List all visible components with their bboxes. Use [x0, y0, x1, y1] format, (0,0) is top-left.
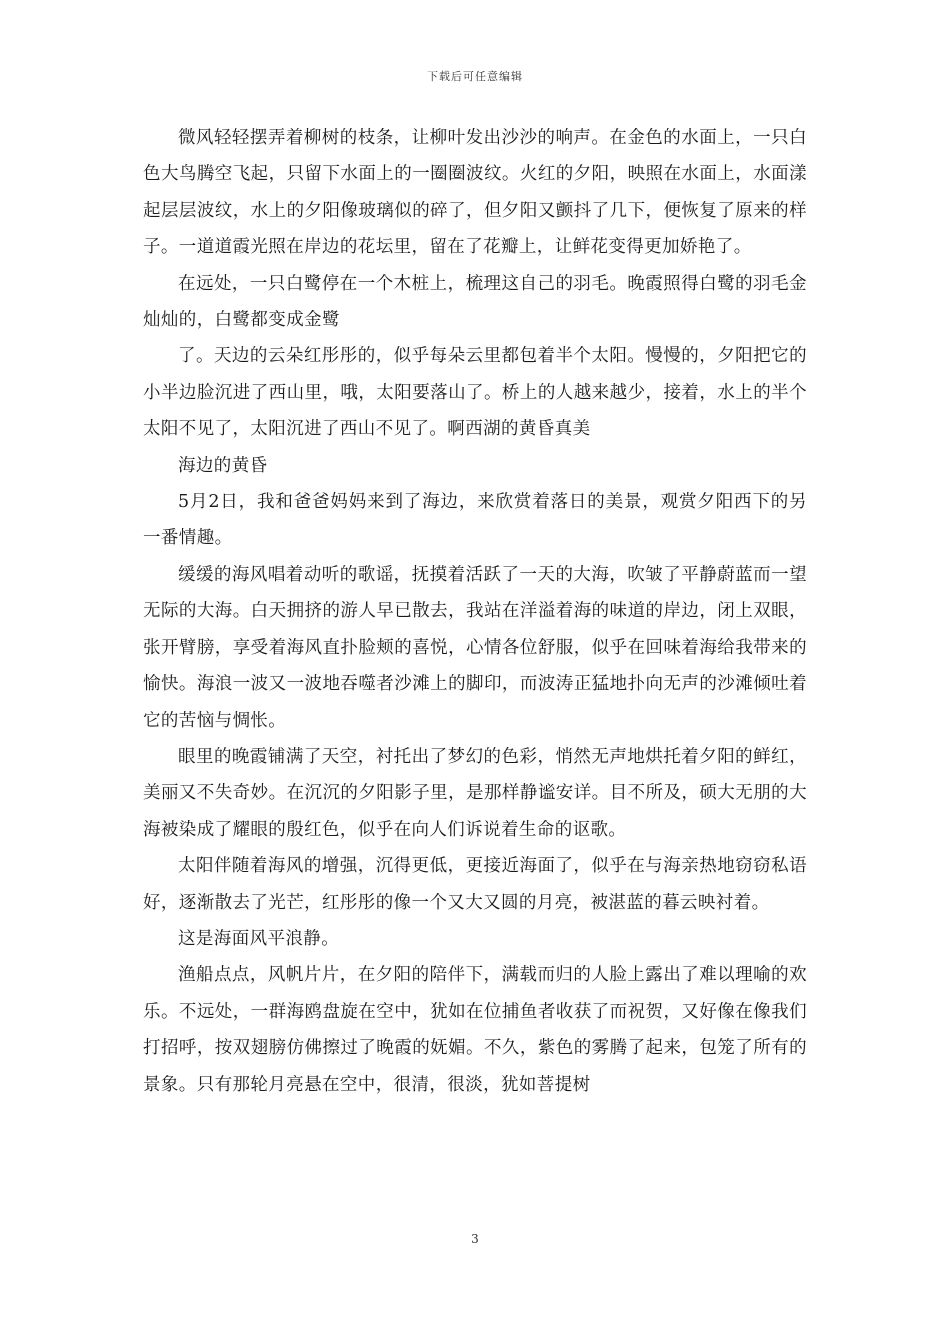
paragraph-9: 这是海面风平浪静。: [178, 928, 340, 949]
paragraph-1: 微风轻轻摆弄着柳树的枝条，让柳叶发出沙沙的响声。在金色的水面上，一只白色大鸟腾空飞起，只留下水面上的一圈圈波纹。火红的夕阳，映照在水面上，水面漾起层层波纹，水上的夕阳像玻璃似的碎了，但夕阳又颤抖了几下，便恢复了原来的样子。一道道霞光照在岸边的花坛里，留在了花瓣上，让鲜花变得更加娇艳了。: [143, 128, 807, 258]
page-header: 下载后可任意编辑: [427, 70, 523, 83]
paragraph-3: 了。天边的云朵红彤彤的，似乎每朵云里都包着半个太阳。慢慢的，夕阳把它的小半边脸沉进了西山里，哦，太阳要落山了。桥上的人越来越少，接着，水上的半个太阳不见了，太阳沉进了西山不见了。啊西湖的黄昏真美: [143, 346, 807, 440]
paragraph-10: 渔船点点，风帆片片，在夕阳的陪伴下，满载而归的人脸上露出了难以理喻的欢乐。不远处，一群海鸥盘旋在空中，犹如在位捕鱼者收获了而祝贺，又好像在像我们打招呼，按双翅膀仿佛擦过了晚霞的妩媚。不久，紫色的雾腾了起来，包笼了所有的景象。只有那轮月亮悬在空中，很清，很淡，犹如菩提树: [143, 965, 807, 1095]
document-body: [143, 120, 807, 1103]
page-number: 3: [471, 1232, 479, 1246]
paragraph-7: 眼里的晚霞铺满了天空，衬托出了梦幻的色彩，悄然无声地烘托着夕阳的鲜红，美丽又不失奇妙。在沉沉的夕阳影子里，是那样静谧安详。目不所及，硕大无朋的大海被染成了耀眼的殷红色，似乎在向人们诉说着生命的讴歌。: [143, 746, 807, 840]
paragraph-8: 太阳伴随着海风的增强，沉得更低，更接近海面了，似乎在与海亲热地窃窃私语好，逐渐散去了光芒，红彤彤的像一个又大又圆的月亮，被湛蓝的暮云映衬着。: [143, 856, 807, 913]
paragraph-6: 缓缓的海风唱着动听的歌谣，抚摸着活跃了一天的大海，吹皱了平静蔚蓝而一望无际的大海。白天拥挤的游人早已散去，我站在洋溢着海的味道的岸边，闭上双眼，张开臂膀，享受着海风直扑脸颊的喜悦，心情各位舒服，似乎在回味着海给我带来的愉快。海浪一波又一波地吞噬者沙滩上的脚印，而波涛正猛地扑向无声的沙滩倾吐着它的苦恼与惆怅。: [143, 564, 807, 731]
section-heading: 海边的黄昏: [178, 455, 268, 476]
paragraph-5: 5月2日，我和爸爸妈妈来到了海边，来欣赏着落日的美景，观赏夕阳西下的另一番情趣。: [143, 492, 807, 549]
paragraph-2: 在远处，一只白鹭停在一个木桩上，梳理这自己的羽毛。晚霞照得白鹭的羽毛金灿灿的，白鹭都变成金鹭: [143, 273, 807, 331]
